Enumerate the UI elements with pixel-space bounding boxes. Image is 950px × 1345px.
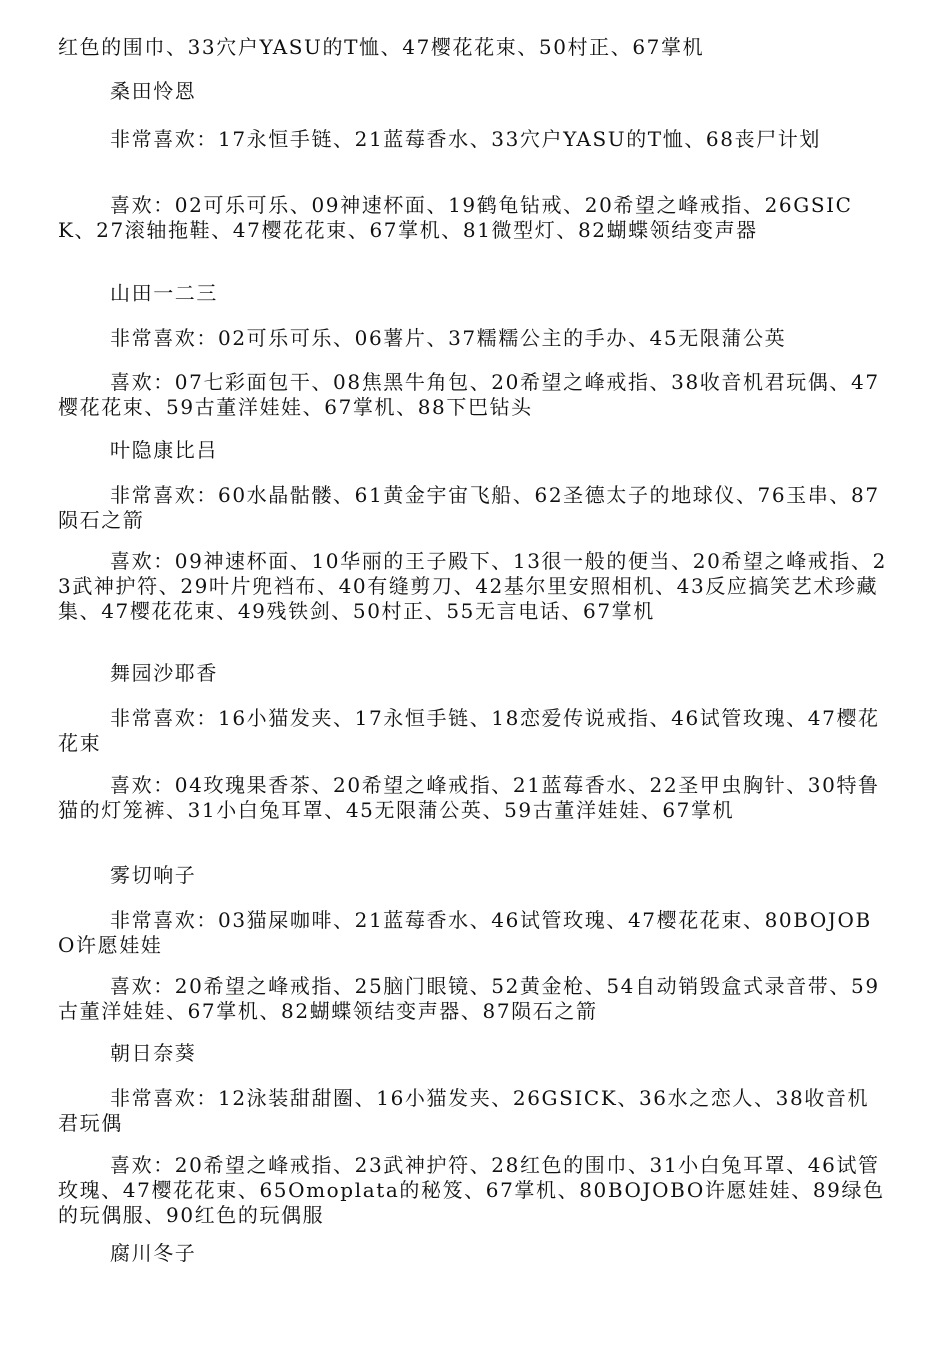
- very-like-paragraph: 非常喜欢：60水晶骷髅、61黄金宇宙飞船、62圣德太子的地球仪、76玉串、87陨石之箭: [58, 483, 880, 532]
- very-like-paragraph: 非常喜欢：12泳装甜甜圈、16小猫发夹、26GSICK、36水之恋人、38收音机君玩偶: [58, 1086, 870, 1135]
- very-like-paragraph: 非常喜欢：16小猫发夹、17永恒手链、18恋爱传说戒指、46试管玫瑰、47樱花花束: [58, 706, 880, 755]
- text-line-continued: 红色的围巾、33穴户YASU的T恤、47樱花花束、50村正、67掌机: [58, 35, 705, 59]
- very-like-paragraph: 非常喜欢：03猫屎咖啡、21蓝莓香水、46试管玫瑰、47樱花花束、80BOJOBO许愿娃娃: [58, 908, 872, 957]
- character-name: 朝日奈葵: [110, 1041, 197, 1065]
- very-like-paragraph: 非常喜欢：02可乐可乐、06薯片、37糯糯公主的手办、45无限蒲公英: [110, 326, 787, 350]
- character-name: 桑田怜恩: [110, 79, 197, 103]
- character-name: 雾切响子: [110, 863, 197, 887]
- like-paragraph: 喜欢：07七彩面包干、08焦黑牛角包、20希望之峰戒指、38收音机君玩偶、47樱花花束、59古董洋娃娃、67掌机、88下巴钻头: [58, 370, 880, 419]
- character-name: 叶隐康比吕: [110, 438, 218, 462]
- character-name: 舞园沙耶香: [110, 661, 218, 685]
- like-paragraph: 喜欢：02可乐可乐、09神速杯面、19鹤龟钻戒、20希望之峰戒指、26GSICK、27滚轴拖鞋、47樱花花束、67掌机、81微型灯、82蝴蝶领结变声器: [58, 193, 853, 242]
- very-like-paragraph: 非常喜欢：17永恒手链、21蓝莓香水、33穴户YASU的T恤、68丧尸计划: [110, 127, 821, 151]
- like-paragraph: 喜欢：04玫瑰果香茶、20希望之峰戒指、21蓝莓香水、22圣甲虫胸针、30特鲁猫的灯笼裤、31小白兔耳罩、45无限蒲公英、59古董洋娃娃、67掌机: [58, 773, 880, 822]
- like-paragraph: 喜欢：20希望之峰戒指、25脑门眼镜、52黄金枪、54自动销毁盒式录音带、59古董洋娃娃、67掌机、82蝴蝶领结变声器、87陨石之箭: [58, 974, 880, 1023]
- like-paragraph: 喜欢：09神速杯面、10华丽的王子殿下、13很一般的便当、20希望之峰戒指、23武神护符、29叶片兜裆布、40有缝剪刀、42基尔里安照相机、43反应搞笑艺术珍藏集、47樱花花束、49残铁剑、50村正、55无言电话、67掌机: [58, 549, 887, 623]
- character-name: 腐川冬子: [110, 1241, 197, 1265]
- like-paragraph: 喜欢：20希望之峰戒指、23武神护符、28红色的围巾、31小白兔耳罩、46试管玫瑰、47樱花花束、65Omoplata的秘笈、67掌机、80BOJOBO许愿娃娃、89绿色的玩偶服、90红色的玩偶服: [58, 1153, 885, 1227]
- character-name: 山田一二三: [110, 281, 218, 305]
